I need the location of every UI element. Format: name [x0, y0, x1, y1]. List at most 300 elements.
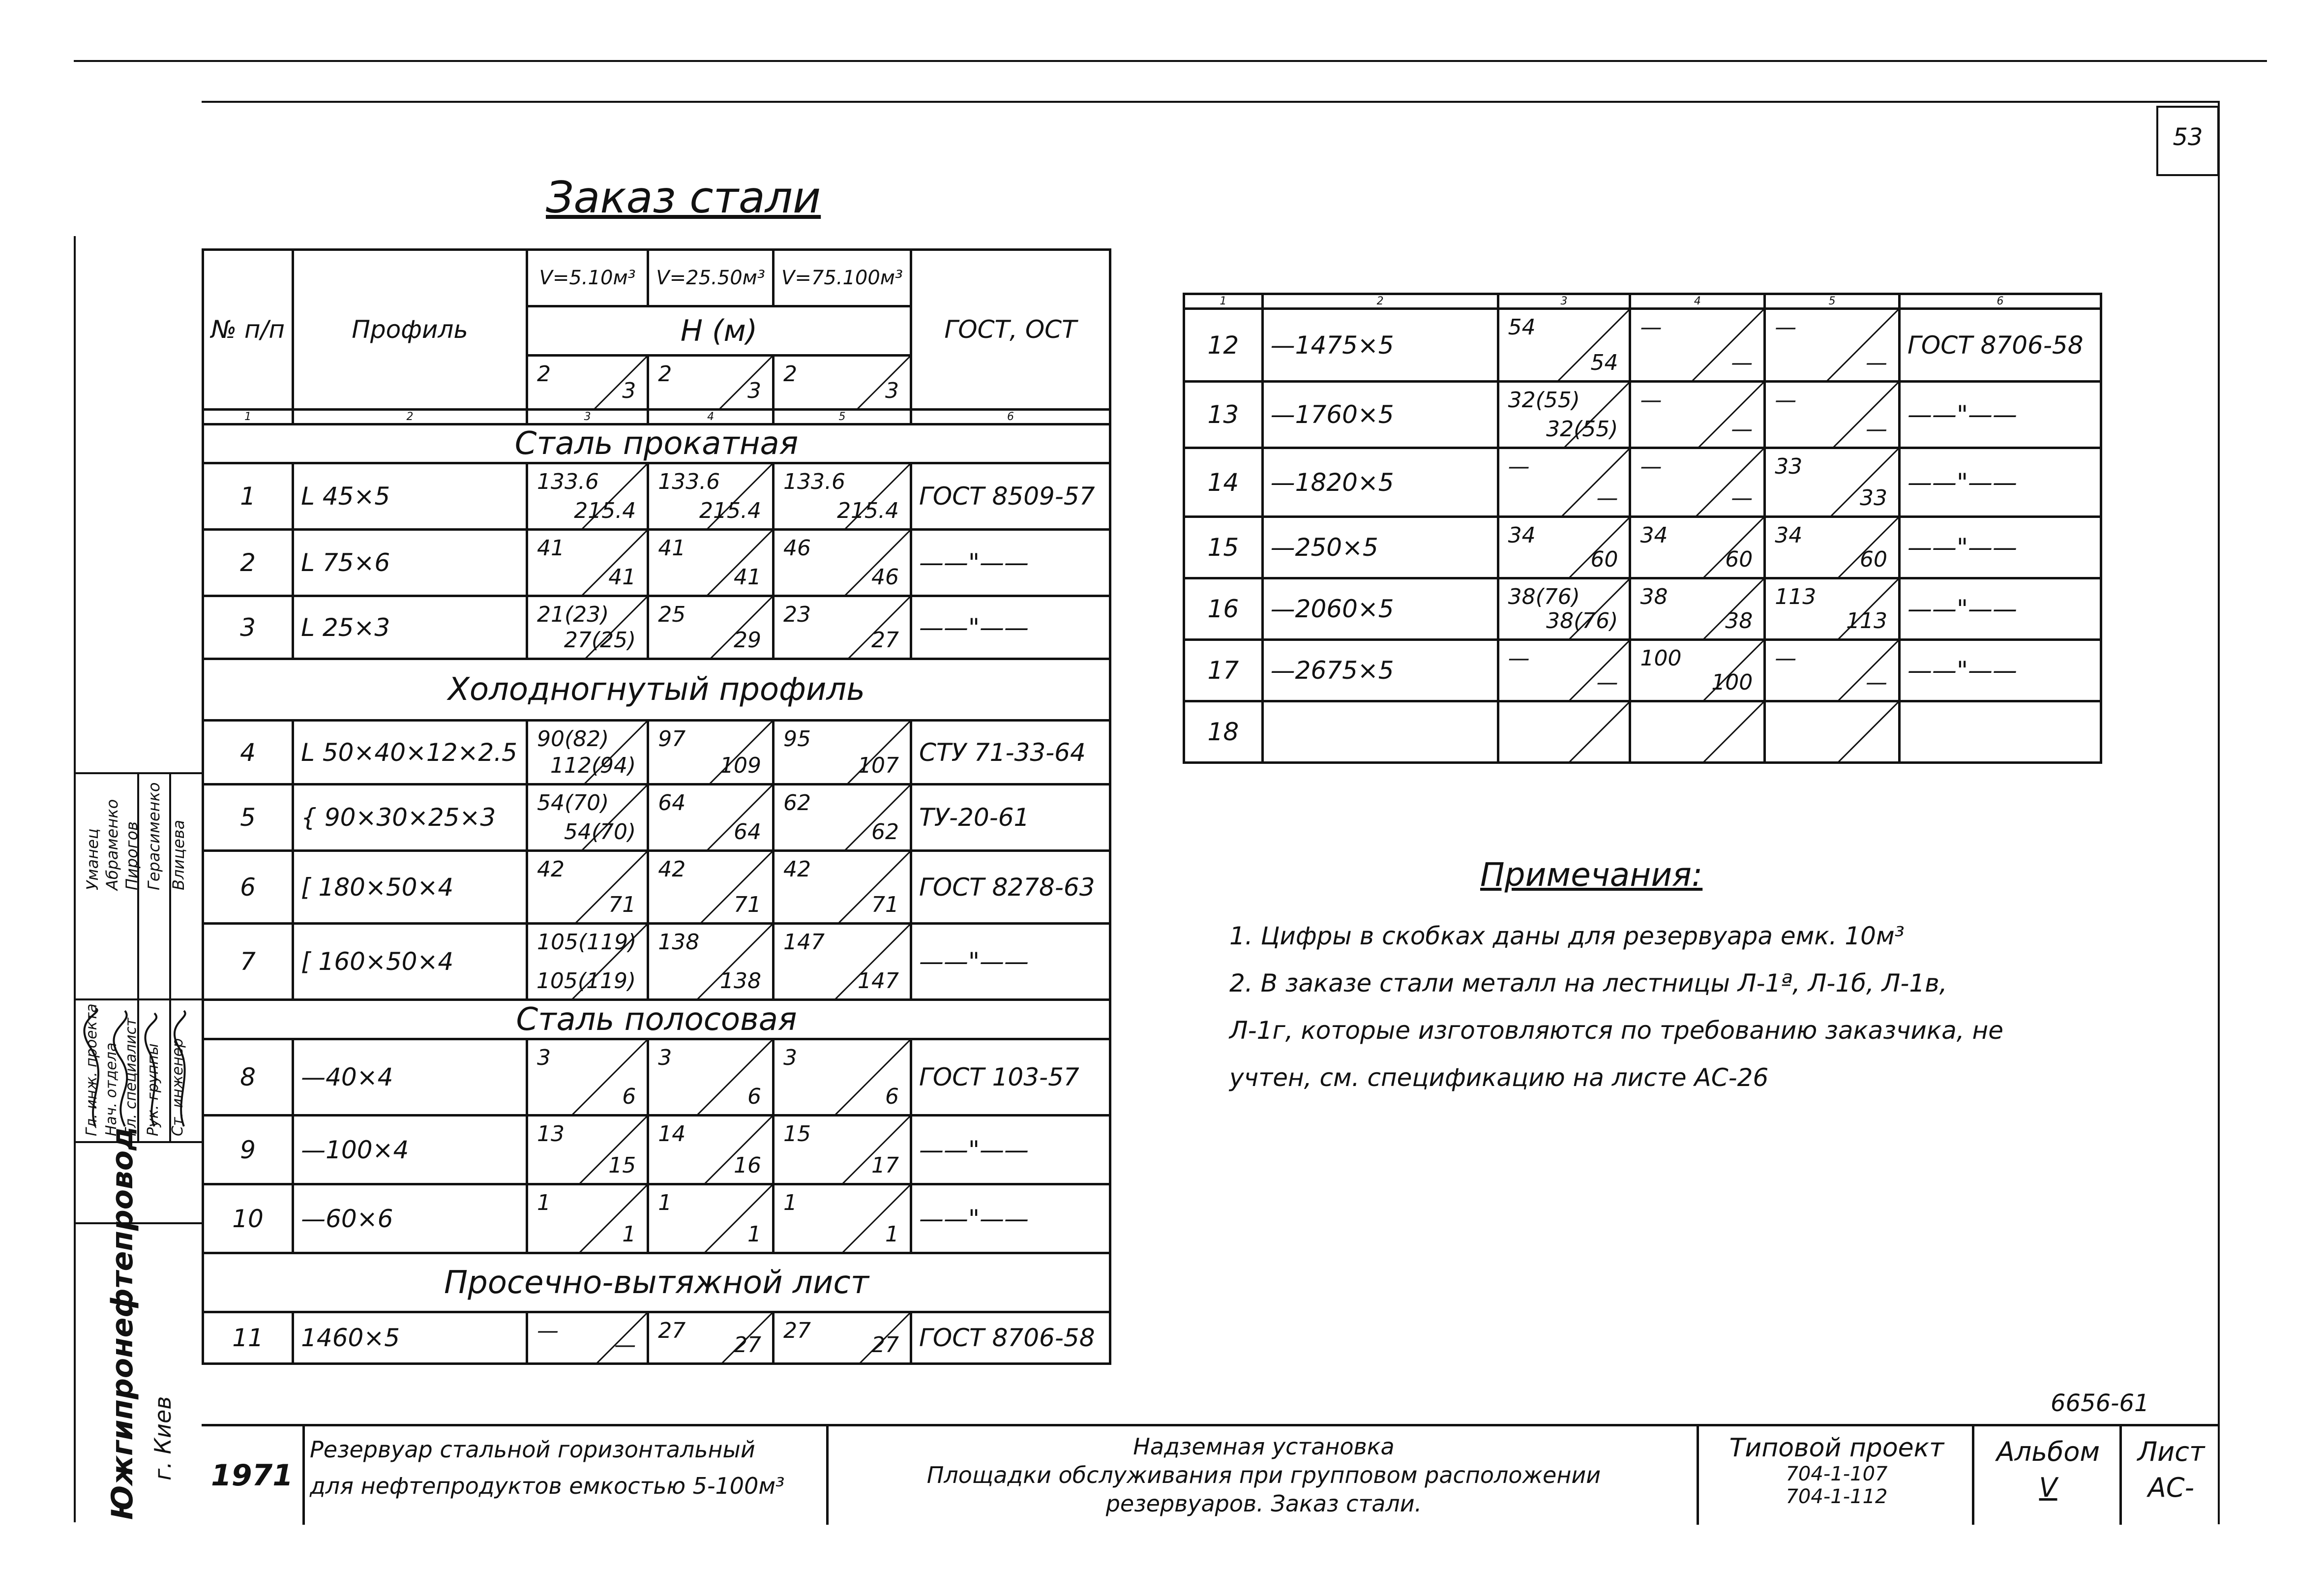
row-standard: ——"——: [1900, 640, 2101, 701]
row-quantity-1-denominator: —: [614, 1332, 636, 1358]
row-quantity-2-numerator: 1: [658, 1190, 672, 1215]
row-quantity-3: [773, 596, 911, 659]
stamp-album: [1972, 1426, 2122, 1525]
row-quantity-3-numerator: 95: [783, 726, 811, 752]
header-v2: V=25.50м³: [648, 250, 774, 306]
row-profile: [1262, 701, 1498, 763]
row-quantity-3: [773, 924, 911, 1000]
name-5: Влицева: [169, 819, 188, 890]
stamp-sheet-value: АС-: [2147, 1472, 2195, 1503]
note-1: 1. Цифры в скобках даны для резервуара емк. 10м³: [1229, 922, 1905, 950]
row-quantity-2-numerator: —: [1640, 315, 1662, 340]
stamp-sheet-title-2: Площадки обслуживания при групповом расположении: [926, 1462, 1601, 1488]
title-block: [202, 1424, 2218, 1525]
table-row: [1184, 448, 2101, 517]
row-quantity-2: [648, 785, 774, 851]
row-quantity-2-denominator: 6: [747, 1084, 761, 1109]
row-profile: —2060×5: [1262, 578, 1498, 640]
row-number: 18: [1184, 701, 1263, 763]
name-2: Абраменко: [103, 799, 121, 890]
stamp-sheet-title-1: Надземная установка: [1133, 1433, 1395, 1460]
row-quantity-1-denominator: 105(119): [536, 968, 636, 994]
row-quantity-2-numerator: —: [1640, 388, 1662, 413]
role-chief-engineer: Гл. инж. проекта: [83, 1003, 100, 1136]
stamp-object-line1: Резервуар стальной горизонтальный: [310, 1436, 755, 1463]
section-row: [203, 424, 1110, 463]
row-profile: { 90×30×25×3: [293, 785, 527, 851]
row-number: 8: [203, 1039, 293, 1116]
row-quantity-2-denominator: 109: [719, 753, 761, 778]
row-standard: ГОСТ 8706-58: [911, 1312, 1110, 1364]
table-row: [203, 530, 1110, 596]
row-quantity-2: [648, 924, 774, 1000]
row-quantity-1-denominator: 60: [1590, 547, 1618, 572]
row-profile: L 25×3: [293, 596, 527, 659]
row-quantity-1: [527, 851, 648, 924]
row-quantity-3-numerator: 33: [1775, 454, 1803, 479]
col-number: 6: [911, 410, 1110, 424]
col-number: 6: [1900, 294, 2101, 309]
row-profile: 1460×5: [293, 1312, 527, 1364]
row-quantity-2-numerator: 3: [658, 1045, 672, 1070]
row-quantity-2-numerator: 27: [658, 1318, 686, 1343]
row-quantity-3: [773, 1184, 911, 1253]
row-quantity-1: [1498, 517, 1630, 578]
row-quantity-2-denominator: 100: [1711, 670, 1753, 695]
row-quantity-2: [648, 596, 774, 659]
header-h-bot-2: 3: [747, 378, 761, 403]
row-quantity-2-numerator: 25: [658, 602, 686, 627]
row-quantity-1: [527, 463, 648, 530]
row-quantity-3-numerator: —: [1775, 315, 1797, 340]
row-standard: ГОСТ 103-57: [911, 1039, 1110, 1116]
col-number: 2: [1262, 294, 1498, 309]
row-quantity-2-denominator: 29: [733, 628, 761, 653]
col-number: 1: [203, 410, 293, 424]
row-quantity-3: [773, 530, 911, 596]
row-quantity-3-numerator: 42: [783, 857, 811, 882]
row-quantity-3: [1765, 517, 1900, 578]
row-quantity-3: [773, 1116, 911, 1184]
notes-body: [1229, 912, 2016, 1101]
approval-sidebar: [74, 236, 204, 1522]
row-quantity-3-denominator: 27: [871, 628, 899, 653]
row-quantity-2-denominator: 38: [1725, 608, 1753, 634]
row-quantity-2: [648, 1116, 774, 1184]
row-quantity-2-numerator: —: [1640, 454, 1662, 479]
row-quantity-2-denominator: 41: [733, 565, 761, 590]
name-3: Пирогов: [122, 821, 141, 890]
row-quantity-1: [1498, 382, 1630, 448]
col-number: 4: [1630, 294, 1765, 309]
row-quantity-2: [648, 1312, 774, 1364]
row-quantity-2-numerator: 14: [658, 1121, 686, 1147]
row-quantity-3-denominator: 113: [1846, 608, 1888, 634]
row-quantity-2: [648, 1039, 774, 1116]
row-quantity-2: [1630, 382, 1765, 448]
row-quantity-1: [527, 924, 648, 1000]
table-row: [1184, 578, 2101, 640]
row-quantity-3: [1765, 309, 1900, 382]
table-row: [1184, 701, 2101, 763]
outer-frame-line: [74, 60, 2267, 62]
row-quantity-2-numerator: 64: [658, 790, 686, 815]
row-standard: ——"——: [911, 596, 1110, 659]
row-quantity-1: [1498, 578, 1630, 640]
row-quantity-2: [1630, 517, 1765, 578]
row-quantity-1-denominator: 27(25): [564, 628, 636, 653]
row-quantity-3-denominator: 215.4: [837, 498, 899, 523]
row-quantity-2-numerator: 100: [1640, 646, 1682, 671]
row-quantity-3-numerator: 113: [1775, 584, 1817, 609]
row-quantity-3-numerator: 1: [783, 1190, 797, 1215]
row-quantity-1-denominator: 215.4: [574, 498, 636, 523]
steel-order-table-right: [1183, 293, 2102, 764]
row-quantity-1-denominator: —: [1596, 485, 1618, 511]
role-chief-specialist: Гл. специалист: [122, 1018, 140, 1136]
row-profile: —250×5: [1262, 517, 1498, 578]
row-standard: ——"——: [1900, 382, 2101, 448]
stamp-sheet: [2119, 1426, 2220, 1525]
row-quantity-1: [527, 1116, 648, 1184]
row-quantity-2-denominator: 138: [719, 968, 761, 994]
col-number: 3: [527, 410, 648, 424]
row-quantity-2: [1630, 448, 1765, 517]
row-quantity-3-numerator: 62: [783, 790, 811, 815]
row-quantity-1-denominator: —: [1596, 670, 1618, 695]
row-quantity-1-numerator: 34: [1508, 523, 1536, 548]
row-number: 16: [1184, 578, 1263, 640]
row-number: 12: [1184, 309, 1263, 382]
row-quantity-3-denominator: 46: [871, 565, 899, 590]
row-quantity-3-denominator: 33: [1860, 485, 1888, 511]
row-quantity-3-denominator: 1: [885, 1222, 899, 1247]
row-quantity-3-denominator: 71: [871, 892, 899, 917]
row-quantity-3-denominator: 107: [858, 753, 899, 778]
row-quantity-1: [1498, 701, 1630, 763]
row-quantity-1: [527, 1184, 648, 1253]
row-quantity-1-denominator: 15: [608, 1153, 636, 1178]
table-row: [203, 1184, 1110, 1253]
table-row: [1184, 382, 2101, 448]
row-quantity-1-denominator: 6: [622, 1084, 636, 1109]
col-number: 1: [1184, 294, 1263, 309]
col-number: 4: [648, 410, 774, 424]
header-h-top-2: 2: [658, 362, 672, 387]
row-number: 10: [203, 1184, 293, 1253]
row-standard: ——"——: [1900, 448, 2101, 517]
row-quantity-1-numerator: —: [1508, 454, 1530, 479]
row-quantity-2-denominator: —: [1731, 485, 1753, 511]
row-standard: ГОСТ 8706-58: [1900, 309, 2101, 382]
table-row: [203, 1039, 1110, 1116]
role-group-lead: Рук. группы: [145, 1043, 162, 1136]
row-quantity-3-numerator: 27: [783, 1318, 811, 1343]
org-city: г. Киев: [149, 1396, 176, 1480]
row-quantity-2-numerator: 97: [658, 726, 686, 752]
section-title: Сталь прокатная: [203, 424, 1110, 463]
note-2: 2. В заказе стали металл на лестницы Л-1ª, Л-1б, Л-1в, Л-1г, которые изготовляются по требованию заказчика, не учтен, см. спецификацию на листе АС-26: [1229, 969, 2003, 1092]
table-row: [203, 1116, 1110, 1184]
row-quantity-3: [1765, 448, 1900, 517]
stamp-project-label: Типовой проект: [1729, 1433, 1944, 1463]
row-number: 7: [203, 924, 293, 1000]
header-h: H (м): [527, 306, 911, 356]
steel-order-table-left: [202, 248, 1111, 1365]
row-quantity-1: [1498, 448, 1630, 517]
page-title: Заказ стали: [546, 172, 821, 223]
row-profile: [ 160×50×4: [293, 924, 527, 1000]
page-number: 53: [2156, 106, 2219, 176]
header-h-bot-1: 3: [622, 378, 636, 403]
row-quantity-3: [773, 463, 911, 530]
col-number: 5: [1765, 294, 1900, 309]
col-number: 2: [293, 410, 527, 424]
role-dept-head: Нач. отдела: [103, 1042, 120, 1136]
row-quantity-2-denominator: 71: [733, 892, 761, 917]
row-quantity-2: [648, 530, 774, 596]
row-quantity-2: [1630, 640, 1765, 701]
row-number: 14: [1184, 448, 1263, 517]
row-quantity-1-denominator: 54(70): [564, 819, 636, 845]
header-h-bot-3: 3: [885, 378, 899, 403]
row-quantity-3-denominator: 27: [871, 1332, 899, 1358]
role-senior-engineer: Ст. инженер: [169, 1038, 186, 1136]
row-quantity-2-numerator: 138: [658, 930, 700, 955]
section-title: Просечно-вытяжной лист: [203, 1253, 1110, 1312]
row-profile: —40×4: [293, 1039, 527, 1116]
row-quantity-3-numerator: 133.6: [783, 469, 845, 494]
row-quantity-2-numerator: 133.6: [658, 469, 720, 494]
table-row: [203, 785, 1110, 851]
row-standard: ГОСТ 8509-57: [911, 463, 1110, 530]
row-quantity-1-numerator: 38(76): [1508, 584, 1580, 609]
row-number: 4: [203, 721, 293, 785]
header-gost: ГОСТ, ОСТ: [911, 250, 1110, 410]
row-number: 1: [203, 463, 293, 530]
row-quantity-1: [527, 785, 648, 851]
row-quantity-3-numerator: —: [1775, 646, 1797, 671]
row-quantity-3-numerator: 147: [783, 930, 825, 955]
row-quantity-3-denominator: 17: [871, 1153, 899, 1178]
row-standard: [1900, 701, 2101, 763]
row-quantity-1: [527, 1039, 648, 1116]
header-num: № п/п: [203, 250, 293, 410]
row-quantity-3: [773, 1039, 911, 1116]
row-quantity-1-numerator: 21(23): [536, 602, 609, 627]
row-quantity-2-denominator: 16: [733, 1153, 761, 1178]
stamp-album-label: Альбом: [1996, 1436, 2100, 1467]
row-quantity-3: [773, 721, 911, 785]
section-title: Сталь полосовая: [203, 1000, 1110, 1039]
header-v3: V=75.100м³: [773, 250, 911, 306]
row-profile: —1760×5: [1262, 382, 1498, 448]
row-quantity-1-numerator: 105(119): [536, 930, 637, 955]
row-number: 2: [203, 530, 293, 596]
section-title: Холодногнутый профиль: [203, 659, 1110, 721]
row-quantity-2: [1630, 578, 1765, 640]
row-quantity-3-denominator: —: [1866, 350, 1888, 375]
stamp-year: 1971: [211, 1458, 293, 1493]
row-quantity-1-numerator: 54(70): [536, 790, 609, 815]
row-quantity-2: [1630, 309, 1765, 382]
name-4: Герасименко: [145, 782, 163, 890]
row-number: 9: [203, 1116, 293, 1184]
row-quantity-3-numerator: —: [1775, 388, 1797, 413]
row-quantity-2-denominator: 60: [1725, 547, 1753, 572]
row-profile: L 50×40×12×2.5: [293, 721, 527, 785]
row-quantity-2-numerator: 34: [1640, 523, 1668, 548]
row-quantity-2-denominator: —: [1731, 417, 1753, 442]
row-quantity-3-numerator: 3: [783, 1045, 797, 1070]
table-row: [203, 463, 1110, 530]
row-number: 15: [1184, 517, 1263, 578]
org-name: Южгипронефтепровод: [105, 1126, 140, 1520]
row-quantity-2: [648, 463, 774, 530]
row-quantity-2-denominator: 27: [733, 1332, 761, 1358]
row-quantity-3-denominator: —: [1866, 670, 1888, 695]
row-number: 17: [1184, 640, 1263, 701]
table-row: [203, 1312, 1110, 1364]
stamp-sheet-title-3: резервуаров. Заказ стали.: [1105, 1490, 1422, 1517]
row-profile: L 45×5: [293, 463, 527, 530]
row-quantity-2-denominator: 215.4: [699, 498, 761, 523]
row-quantity-3-numerator: 23: [783, 602, 811, 627]
row-quantity-1-numerator: 133.6: [536, 469, 599, 494]
row-quantity-3: [1765, 701, 1900, 763]
row-quantity-2: [648, 851, 774, 924]
row-quantity-1-numerator: 41: [536, 536, 565, 561]
row-profile: —1475×5: [1262, 309, 1498, 382]
row-profile: —100×4: [293, 1116, 527, 1184]
row-quantity-3-numerator: 46: [783, 536, 811, 561]
row-quantity-1-denominator: 38(76): [1546, 608, 1618, 634]
signatures: [81, 1003, 199, 1136]
col-number: 5: [773, 410, 911, 424]
row-number: 13: [1184, 382, 1263, 448]
row-quantity-2-denominator: 1: [747, 1222, 761, 1247]
row-quantity-3-numerator: 34: [1775, 523, 1803, 548]
col-number: 3: [1498, 294, 1630, 309]
stamp-project: [1697, 1426, 1974, 1525]
row-profile: [ 180×50×4: [293, 851, 527, 924]
section-row: [203, 1253, 1110, 1312]
row-standard: ——"——: [1900, 517, 2101, 578]
row-number: 3: [203, 596, 293, 659]
row-number: 6: [203, 851, 293, 924]
header-v1: V=5.10м³: [527, 250, 648, 306]
row-quantity-1: [1498, 640, 1630, 701]
row-standard: ГОСТ 8278-63: [911, 851, 1110, 924]
table-row: [203, 924, 1110, 1000]
section-row: [203, 659, 1110, 721]
header-profile: Профиль: [293, 250, 527, 410]
row-quantity-3: [773, 851, 911, 924]
stamp-sheet-title: [826, 1426, 1699, 1525]
stamp-project-num2: 704-1-112: [1786, 1485, 1888, 1508]
row-quantity-1: [527, 530, 648, 596]
row-quantity-1: [527, 1312, 648, 1364]
row-quantity-1-numerator: 3: [536, 1045, 551, 1070]
header-h-top-1: 2: [536, 362, 551, 387]
row-quantity-1-denominator: 71: [608, 892, 636, 917]
stamp-project-num1: 704-1-107: [1786, 1463, 1888, 1485]
row-quantity-2: [648, 721, 774, 785]
row-quantity-1-numerator: —: [536, 1318, 559, 1343]
row-quantity-1-numerator: —: [1508, 646, 1530, 671]
row-number: 5: [203, 785, 293, 851]
row-standard: ——"——: [911, 924, 1110, 1000]
row-quantity-2-numerator: 42: [658, 857, 686, 882]
row-quantity-1: [527, 596, 648, 659]
row-quantity-1: [1498, 309, 1630, 382]
row-standard: СТУ 71-33-64: [911, 721, 1110, 785]
row-profile: —2675×5: [1262, 640, 1498, 701]
row-quantity-3: [1765, 382, 1900, 448]
row-quantity-1-numerator: 42: [536, 857, 565, 882]
row-quantity-1-denominator: 112(94): [550, 753, 636, 778]
row-quantity-3-numerator: 15: [783, 1121, 811, 1147]
row-quantity-3-denominator: 60: [1860, 547, 1888, 572]
document-number: 6656-61: [2051, 1389, 2149, 1417]
row-quantity-1-denominator: 1: [622, 1222, 636, 1247]
table-row: [203, 596, 1110, 659]
row-standard: ——"——: [911, 530, 1110, 596]
table-row: [203, 851, 1110, 924]
row-quantity-2-numerator: 41: [658, 536, 686, 561]
row-quantity-1-denominator: 54: [1590, 350, 1618, 375]
table-row: [1184, 640, 2101, 701]
row-quantity-3: [773, 1312, 911, 1364]
row-quantity-1-denominator: 41: [608, 565, 636, 590]
row-quantity-3: [773, 785, 911, 851]
stamp-album-value: V: [2039, 1472, 2057, 1503]
row-quantity-3-denominator: —: [1866, 417, 1888, 442]
row-quantity-3-denominator: 147: [858, 968, 899, 994]
row-quantity-1-numerator: 90(82): [536, 726, 609, 752]
section-row: [203, 1000, 1110, 1039]
row-standard: ——"——: [911, 1116, 1110, 1184]
stamp-sheet-label: Лист: [2137, 1436, 2205, 1467]
row-quantity-1: [527, 721, 648, 785]
row-profile: —60×6: [293, 1184, 527, 1253]
row-quantity-2: [1630, 701, 1765, 763]
row-quantity-1-numerator: 13: [536, 1121, 565, 1147]
table-row: [203, 721, 1110, 785]
row-quantity-2: [648, 1184, 774, 1253]
row-quantity-2-numerator: 38: [1640, 584, 1668, 609]
notes-title: Примечания:: [1480, 856, 1703, 894]
stamp-object-line2: для нефтепродуктов емкостью 5-100м³: [310, 1473, 785, 1499]
row-quantity-1-denominator: 32(55): [1546, 417, 1618, 442]
row-quantity-3-denominator: 6: [885, 1084, 899, 1109]
row-standard: ——"——: [911, 1184, 1110, 1253]
header-h-top-3: 2: [783, 362, 797, 387]
row-standard: ТУ-20-61: [911, 785, 1110, 851]
row-profile: L 75×6: [293, 530, 527, 596]
row-standard: ——"——: [1900, 578, 2101, 640]
table-row: [1184, 517, 2101, 578]
row-quantity-1-numerator: 1: [536, 1190, 551, 1215]
row-quantity-2-denominator: 64: [733, 819, 761, 845]
row-quantity-2-denominator: —: [1731, 350, 1753, 375]
name-1: Уманец: [83, 828, 102, 890]
row-quantity-3: [1765, 640, 1900, 701]
row-quantity-3: [1765, 578, 1900, 640]
row-quantity-3-denominator: 62: [871, 819, 899, 845]
row-number: 11: [203, 1312, 293, 1364]
row-quantity-1-numerator: 54: [1508, 315, 1536, 340]
